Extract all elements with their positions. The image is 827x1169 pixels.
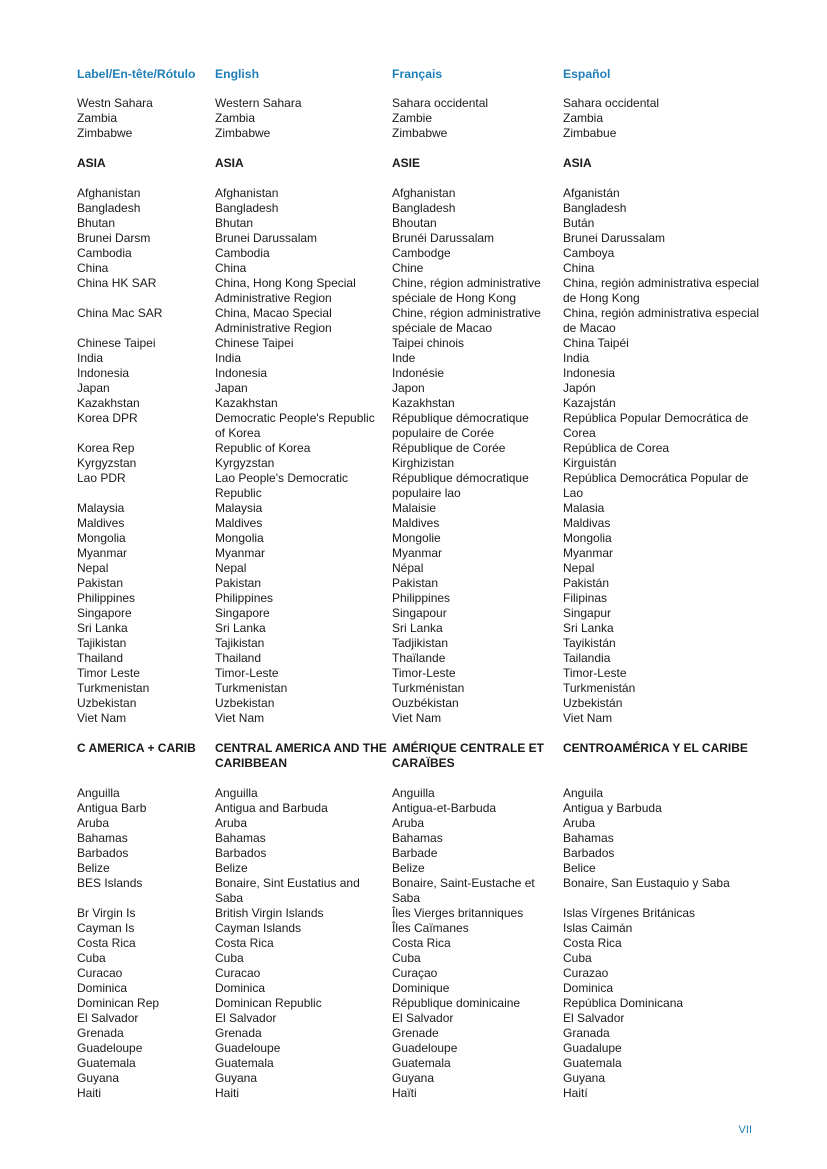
cell-french: Inde [392,351,416,365]
cell-label: Afghanistan [77,186,141,200]
cell-spanish: Sahara occidental [563,96,660,110]
cell-label: Korea DPR [77,411,138,425]
cell-spanish: Costa Rica [563,936,622,950]
cell-english: Kazakhstan [215,396,278,410]
cell-english: British Virgin Islands [215,906,324,920]
cell-french: Maldives [392,516,440,530]
cell-english: Sri Lanka [215,621,266,635]
cell-label: China HK SAR [77,276,157,290]
cell-spanish: Kirguistán [563,456,617,470]
cell-label: Thailand [77,651,124,665]
table-row [77,126,767,141]
cell-french: Indonésie [392,366,445,380]
cell-french: Mongolie [392,531,441,545]
cell-label: Belize [77,861,110,875]
cell-label: Guyana [77,1071,120,1085]
table-row [77,786,767,801]
cell-english: Guadeloupe [215,1041,281,1055]
cell-spanish: Bahamas [563,831,614,845]
cell-french: Bonaire, Saint-Eustache et Saba [392,876,535,905]
cell-english: Bonaire, Sint Eustatius and Saba [215,876,360,905]
cell-label: Zimbabwe [77,126,133,140]
cell-french: Népal [392,561,424,575]
cell-english: Tajikistan [215,636,265,650]
cell-french: Îles Vierges britanniques [392,906,524,920]
cell-english: China, Macao Special Administrative Region [215,306,332,335]
cell-french: République démocratique populaire lao [392,471,529,500]
cell-english: Maldives [215,516,263,530]
table-row [77,201,767,216]
cell-english: Turkmenistan [215,681,288,695]
cell-french: République démocratique populaire de Corée [392,411,529,440]
cell-english: Malaysia [215,501,263,515]
cell-french: Anguilla [392,786,435,800]
cell-spanish: China [563,261,595,275]
region-english: CENTRAL AMERICA AND THE CARIBBEAN [215,741,387,770]
cell-spanish: Granada [563,1026,610,1040]
cell-english: Dominican Republic [215,996,322,1010]
cell-label: Uzbekistan [77,696,137,710]
cell-spanish: Myanmar [563,546,614,560]
cell-english: Haiti [215,1086,240,1100]
table-row [77,1041,767,1056]
cell-french: Chine, région administrative spéciale de Macao [392,306,541,335]
table-row [77,96,767,111]
carib-section [77,786,767,1101]
cell-spanish: Kazajstán [563,396,616,410]
cell-label: Bangladesh [77,201,141,215]
cell-spanish: Belice [563,861,596,875]
cell-spanish: China Taipéi [563,336,629,350]
cell-french: Timor-Leste [392,666,456,680]
cell-french: El Salvador [392,1011,454,1025]
cell-label: Dominican Rep [77,996,160,1010]
cell-english: Guatemala [215,1056,274,1070]
cell-spanish: Filipinas [563,591,608,605]
cell-english: El Salvador [215,1011,277,1025]
cell-french: Turkménistan [392,681,465,695]
cell-label: Japan [77,381,110,395]
cell-label: Costa Rica [77,936,136,950]
cell-french: Aruba [392,816,425,830]
table-row [77,831,767,846]
cell-spanish: República de Corea [563,441,670,455]
cell-spanish: Tayikistán [563,636,616,650]
cell-french: Taipei chinois [392,336,465,350]
cell-english: Antigua and Barbuda [215,801,328,815]
cell-spanish: Anguila [563,786,604,800]
cell-label: Philippines [77,591,136,605]
table-row [77,666,767,681]
cell-spanish: Bangladesh [563,201,627,215]
table-row [77,906,767,921]
table-row [77,876,767,906]
cell-french: Guyana [392,1071,435,1085]
cell-label: Cuba [77,951,106,965]
table-row [77,1056,767,1071]
table-row [77,396,767,411]
cell-spanish: Pakistán [563,576,610,590]
table-row [77,816,767,831]
cell-english: Democratic People's Republic of Korea [215,411,375,440]
cell-spanish: Japón [563,381,596,395]
table-row [77,1071,767,1086]
cell-label: Haiti [77,1086,102,1100]
cell-label: Singapore [77,606,132,620]
cell-english: Dominica [215,981,266,995]
cell-english: Singapore [215,606,270,620]
cell-label: Cayman Is [77,921,135,935]
cell-english: Bangladesh [215,201,279,215]
cell-label: Westn Sahara [77,96,153,110]
cell-spanish: El Salvador [563,1011,625,1025]
cell-english: Cuba [215,951,244,965]
cell-french: Chine, région administrative spéciale de Hong Kong [392,276,541,305]
cell-label: Maldives [77,516,125,530]
cell-label: Bahamas [77,831,128,845]
cell-spanish: Uzbekistán [563,696,623,710]
cell-label: Lao PDR [77,471,126,485]
cell-label: Dominica [77,981,128,995]
table-row [77,216,767,231]
cell-french: Sahara occidental [392,96,489,110]
cell-label: Pakistan [77,576,124,590]
cell-spanish: Zambia [563,111,604,125]
table-row [77,981,767,996]
table-row [77,111,767,126]
cell-label: Chinese Taipei [77,336,156,350]
cell-spanish: Islas Vírgenes Británicas [563,906,696,920]
cell-spanish: Viet Nam [563,711,613,725]
cell-french: Philippines [392,591,451,605]
header-english: English [215,67,260,81]
africa-section [77,96,767,141]
cell-label: Brunei Darsm [77,231,151,245]
table-row [77,801,767,816]
cell-label: China Mac SAR [77,306,163,320]
cell-french: Belize [392,861,425,875]
cell-spanish: Afganistán [563,186,620,200]
cell-label: Viet Nam [77,711,127,725]
cell-english: Cayman Islands [215,921,302,935]
cell-english: Belize [215,861,248,875]
cell-english: Viet Nam [215,711,265,725]
cell-french: Myanmar [392,546,443,560]
cell-french: Costa Rica [392,936,451,950]
table-row [77,636,767,651]
cell-spanish: República Dominicana [563,996,684,1010]
cell-label: Bhutan [77,216,116,230]
cell-spanish: Brunei Darussalam [563,231,666,245]
cell-english: Bahamas [215,831,266,845]
table-row [77,546,767,561]
table-row [77,336,767,351]
cell-english: Bhutan [215,216,254,230]
header-label: Label/En-tête/Rótulo [77,67,196,81]
table-row [77,501,767,516]
cell-spanish: Timor-Leste [563,666,627,680]
cell-label: Nepal [77,561,109,575]
table-row [77,456,767,471]
table-row [77,591,767,606]
cell-label: Aruba [77,816,110,830]
header-espanol: Español [563,67,611,81]
cell-label: BES Islands [77,876,143,890]
cell-spanish: Guyana [563,1071,606,1085]
cell-english: Thailand [215,651,262,665]
cell-french: Haïti [392,1086,417,1100]
cell-label: Mongolia [77,531,126,545]
cell-spanish: Barbados [563,846,615,860]
cell-label: Zambia [77,111,118,125]
table-row [77,306,767,336]
cell-spanish: India [563,351,590,365]
cell-spanish: Haití [563,1086,588,1100]
cell-label: Guatemala [77,1056,136,1070]
table-row [77,696,767,711]
table-row [77,531,767,546]
table-header [77,66,767,82]
cell-french: République dominicaine [392,996,521,1010]
cell-english: India [215,351,242,365]
cell-english: Republic of Korea [215,441,311,455]
table-row [77,606,767,621]
cell-english: Myanmar [215,546,266,560]
cell-french: République de Corée [392,441,506,455]
cell-english: Chinese Taipei [215,336,294,350]
cell-french: Antigua-et-Barbuda [392,801,497,815]
table-row [77,711,767,726]
cell-spanish: República Democrática Popular de Lao [563,471,749,500]
cell-label: Cambodia [77,246,132,260]
cell-spanish: República Popular Democrática de Corea [563,411,749,440]
region-label: ASIA [77,156,106,170]
cell-label: China [77,261,109,275]
cell-label: Timor Leste [77,666,140,680]
cell-label: Indonesia [77,366,130,380]
table-row [77,381,767,396]
table-row [77,1011,767,1026]
cell-spanish: Antigua y Barbuda [563,801,662,815]
table-row [77,231,767,246]
cell-english: Zimbabwe [215,126,271,140]
cell-spanish: Malasia [563,501,605,515]
cell-french: Thaïlande [392,651,446,665]
cell-label: Malaysia [77,501,125,515]
table-row [77,261,767,276]
cell-english: Timor-Leste [215,666,279,680]
cell-french: Japon [392,381,425,395]
cell-label: Curacao [77,966,123,980]
cell-english: Mongolia [215,531,264,545]
cell-spanish: Singapur [563,606,612,620]
cell-label: Grenada [77,1026,124,1040]
cell-spanish: Aruba [563,816,596,830]
cell-spanish: Curazao [563,966,609,980]
table-row [77,951,767,966]
cell-french: Guadeloupe [392,1041,458,1055]
cell-spanish: Nepal [563,561,595,575]
cell-french: Tadjikistan [392,636,449,650]
cell-english: Nepal [215,561,247,575]
cell-english: Lao People's Democratic Republic [215,471,349,500]
cell-label: Kazakhstan [77,396,140,410]
cell-french: Viet Nam [392,711,442,725]
table-row [77,561,767,576]
table-row [77,846,767,861]
cell-label: Turkmenistan [77,681,150,695]
carib-heading [77,741,767,771]
cell-french: Kazakhstan [392,396,455,410]
cell-french: Bangladesh [392,201,456,215]
cell-english: Zambia [215,111,256,125]
table-row [77,1086,767,1101]
cell-french: Afghanistan [392,186,456,200]
cell-french: Kirghizistan [392,456,455,470]
cell-french: Zambie [392,111,433,125]
cell-spanish: Turkmenistán [563,681,636,695]
cell-french: Îles Caïmanes [392,921,469,935]
page-number: VII [738,1124,752,1136]
cell-spanish: Indonesia [563,366,616,380]
cell-label: Kyrgyzstan [77,456,137,470]
cell-french: Bhoutan [392,216,437,230]
cell-label: Anguilla [77,786,120,800]
cell-english: Western Sahara [215,96,302,110]
table-row [77,516,767,531]
cell-english: Japan [215,381,248,395]
cell-english: Guyana [215,1071,258,1085]
table-row [77,366,767,381]
cell-english: Kyrgyzstan [215,456,275,470]
table-row [77,936,767,951]
cell-french: Dominique [392,981,450,995]
cell-french: Cuba [392,951,421,965]
cell-english: Grenada [215,1026,262,1040]
cell-english: Aruba [215,816,248,830]
cell-label: Korea Rep [77,441,135,455]
table-row [77,471,767,501]
cell-label: India [77,351,104,365]
cell-english: Indonesia [215,366,268,380]
cell-french: Guatemala [392,1056,451,1070]
table-row [77,1026,767,1041]
table-row [77,921,767,936]
cell-english: Anguilla [215,786,258,800]
cell-english: China [215,261,247,275]
cell-english: Curacao [215,966,261,980]
region-spanish: ASIA [563,156,592,170]
cell-english: Costa Rica [215,936,274,950]
table-row [77,246,767,261]
asia-section [77,186,767,726]
cell-spanish: Guadalupe [563,1041,622,1055]
cell-spanish: Zimbabue [563,126,617,140]
cell-spanish: China, región administrativa especial de Hong Kong [563,276,760,305]
table-row [77,441,767,456]
table-row [77,681,767,696]
table-row [77,966,767,981]
cell-spanish: Bután [563,216,595,230]
cell-english: Uzbekistan [215,696,275,710]
cell-french: Chine [392,261,424,275]
cell-spanish: Maldivas [563,516,611,530]
table-row [77,861,767,876]
header-francais: Français [392,67,443,81]
table-row [77,411,767,441]
cell-french: Pakistan [392,576,439,590]
table-row [77,186,767,201]
cell-french: Bahamas [392,831,443,845]
cell-french: Malaisie [392,501,437,515]
cell-english: Brunei Darussalam [215,231,318,245]
cell-english: China, Hong Kong Special Administrative Region [215,276,356,305]
cell-spanish: Mongolia [563,531,612,545]
cell-spanish: Islas Caimán [563,921,633,935]
cell-french: Sri Lanka [392,621,443,635]
cell-english: Philippines [215,591,274,605]
cell-spanish: Tailandia [563,651,611,665]
cell-spanish: Sri Lanka [563,621,614,635]
cell-spanish: Bonaire, San Eustaquio y Saba [563,876,730,890]
region-french: ASIE [392,156,421,170]
table-row [77,276,767,306]
cell-label: Br Virgin Is [77,906,136,920]
cell-label: Tajikistan [77,636,127,650]
cell-spanish: Camboya [563,246,615,260]
cell-french: Cambodge [392,246,451,260]
country-table [77,66,767,1101]
cell-label: Myanmar [77,546,128,560]
cell-french: Ouzbékistan [392,696,459,710]
cell-english: Cambodia [215,246,270,260]
cell-english: Barbados [215,846,267,860]
region-label: C AMERICA + CARIB [77,741,196,755]
cell-english: Pakistan [215,576,262,590]
cell-french: Grenade [392,1026,439,1040]
cell-label: Guadeloupe [77,1041,143,1055]
cell-label: Sri Lanka [77,621,128,635]
region-french: AMÉRIQUE CENTRALE ET CARAÏBES [392,741,545,770]
cell-spanish: Dominica [563,981,614,995]
cell-spanish: Cuba [563,951,592,965]
table-row [77,576,767,591]
cell-label: Barbados [77,846,129,860]
table-row [77,621,767,636]
region-english: ASIA [215,156,244,170]
cell-french: Zimbabwe [392,126,448,140]
cell-label: El Salvador [77,1011,139,1025]
cell-french: Singapour [392,606,447,620]
asia-heading [77,156,767,171]
table-row [77,651,767,666]
cell-french: Brunéi Darussalam [392,231,495,245]
region-spanish: CENTROAMÉRICA Y EL CARIBE [563,741,748,755]
cell-english: Afghanistan [215,186,279,200]
cell-french: Curaçao [392,966,438,980]
cell-label: Antigua Barb [77,801,147,815]
table-row [77,351,767,366]
cell-spanish: China, región administrativa especial de Macao [563,306,760,335]
cell-french: Barbade [392,846,438,860]
cell-spanish: Guatemala [563,1056,622,1070]
table-row [77,996,767,1011]
